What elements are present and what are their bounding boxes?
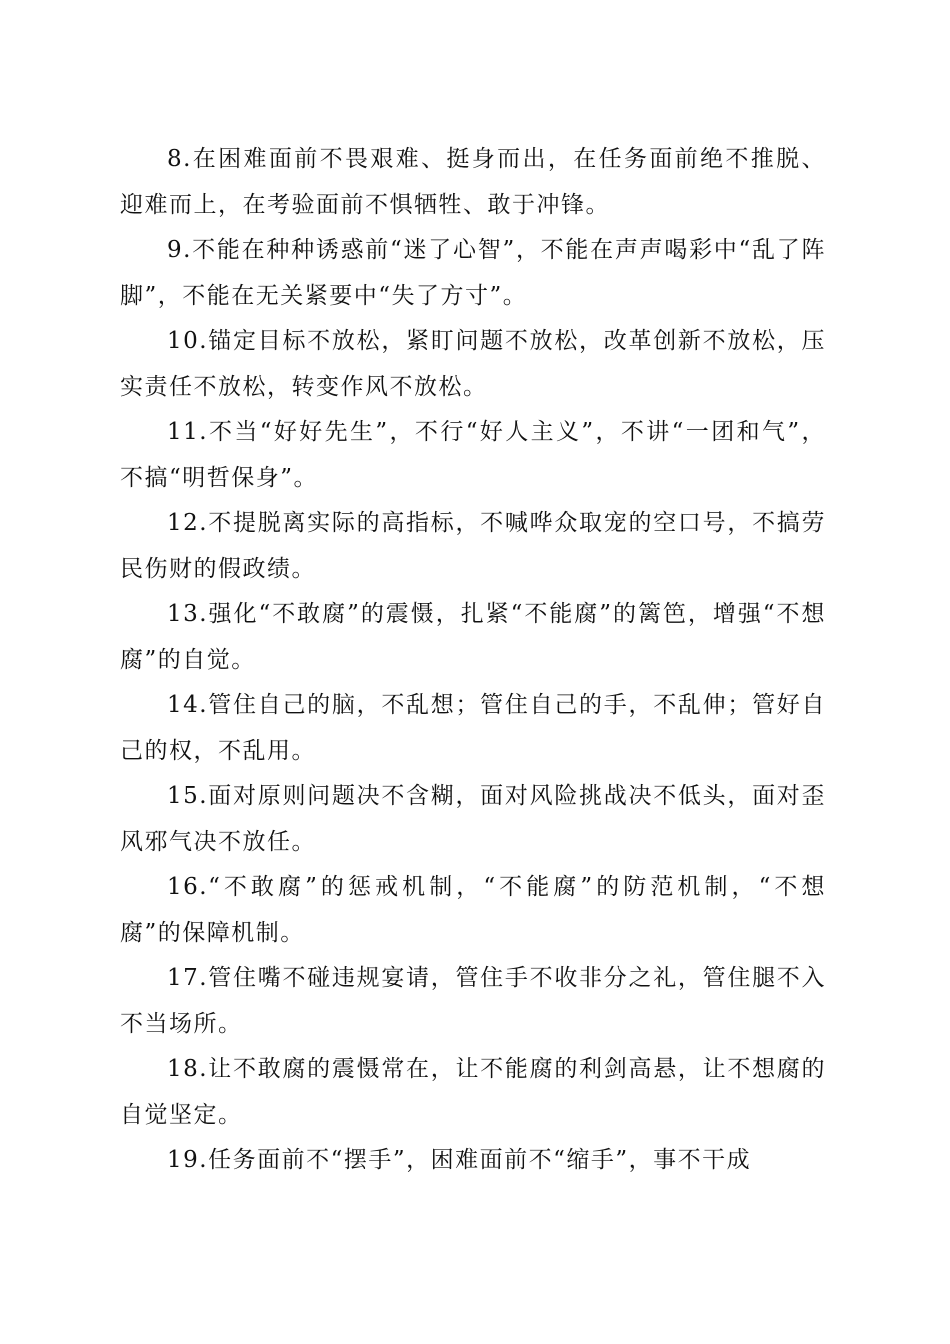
paragraph-10: 10.锚定目标不放松，紧盯问题不放松，改革创新不放松，压实责任不放松，转变作风不放松。	[120, 328, 826, 400]
paragraph-16: 16.“不敢腐”的惩戒机制，“不能腐”的防范机制，“不想腐”的保障机制。	[120, 874, 826, 946]
paragraph-18: 18.让不敢腐的震慑常在，让不能腐的利剑高悬，让不想腐的自觉坚定。	[120, 1056, 826, 1128]
paragraph-9: 9.不能在种种诱惑前“迷了心智”，不能在声声喝彩中“乱了阵脚”，不能在无关紧要中“失了方寸”。	[120, 237, 826, 309]
paragraph-8: 8.在困难面前不畏艰难、挺身而出，在任务面前绝不推脱、迎难而上，在考验面前不惧牺牲、敢于冲锋。	[120, 146, 826, 218]
paragraph-12: 12.不提脱离实际的高指标，不喊哗众取宠的空口号，不搞劳民伤财的假政绩。	[120, 510, 826, 582]
paragraph-13: 13.强化“不敢腐”的震慑，扎紧“不能腐”的篱笆，增强“不想腐”的自觉。	[120, 601, 826, 673]
paragraph-15: 15.面对原则问题决不含糊，面对风险挑战决不低头，面对歪风邪气决不放任。	[120, 783, 826, 855]
paragraph-14: 14.管住自己的脑，不乱想；管住自己的手，不乱伸；管好自己的权，不乱用。	[120, 692, 826, 764]
paragraph-19: 19.任务面前不“摆手”，困难面前不“缩手”，事不干成	[167, 1147, 752, 1173]
paragraph-11: 11.不当“好好先生”，不行“好人主义”，不讲“一团和气”，不搞“明哲保身”。	[120, 419, 826, 491]
paragraph-17: 17.管住嘴不碰违规宴请，管住手不收非分之礼，管住腿不入不当场所。	[120, 965, 826, 1037]
document-body	[120, 137, 826, 1184]
